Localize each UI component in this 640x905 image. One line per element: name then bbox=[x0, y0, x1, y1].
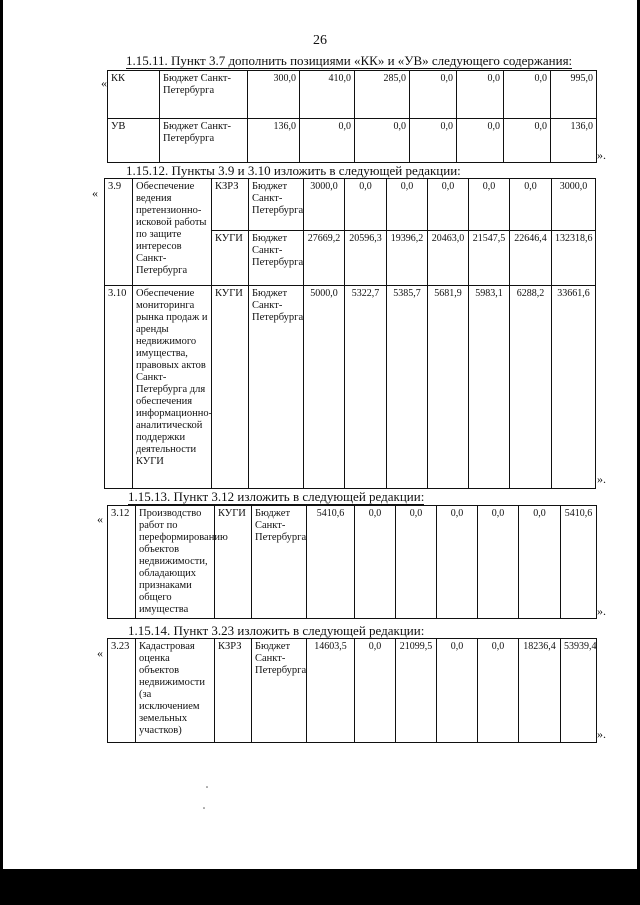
value-cell: 410,0 bbox=[300, 71, 355, 119]
open-quote: « bbox=[97, 646, 103, 660]
executor: КУГИ bbox=[212, 286, 249, 489]
item-number: 3.10 bbox=[105, 286, 133, 489]
funding-source: Бюджет Санкт-Петербурга bbox=[249, 286, 304, 489]
value-cell: 22646,4 bbox=[510, 231, 552, 286]
section-heading-1-15-14: 1.15.14. Пункт 3.23 изложить в следующей редакции: bbox=[128, 623, 425, 638]
close-quote: ». bbox=[597, 604, 606, 618]
value-total: 5410,6 bbox=[561, 506, 597, 619]
value-total: 33661,6 bbox=[552, 286, 596, 489]
value-cell: 6288,2 bbox=[510, 286, 552, 489]
value-cell: 0,0 bbox=[396, 506, 437, 619]
section-heading-1-15-11: 1.15.11. Пункт 3.7 дополнить позициями «КК» и «УВ» следующего содержания: bbox=[126, 53, 573, 68]
value-cell: 5322,7 bbox=[345, 286, 387, 489]
value-total: 132318,6 bbox=[552, 231, 596, 286]
scan-speck bbox=[203, 807, 205, 809]
item-number: 3.23 bbox=[108, 639, 136, 743]
open-quote: « bbox=[97, 512, 103, 526]
item-name: Производство работ по переформированию объектов недвижимости, обладающих признаками общего имущества bbox=[136, 506, 215, 619]
executor: КЗРЗ bbox=[215, 639, 252, 743]
section-heading-1-15-13: 1.15.13. Пункт 3.12 изложить в следующей редакции: bbox=[128, 489, 425, 504]
value-cell: 21099,5 bbox=[396, 639, 437, 743]
funding-source: Бюджет Санкт-Петербурга bbox=[160, 119, 248, 163]
value-cell: 5385,7 bbox=[387, 286, 428, 489]
value-cell: 0,0 bbox=[355, 639, 396, 743]
value-cell: 0,0 bbox=[457, 71, 504, 119]
item-number: 3.12 bbox=[108, 506, 136, 619]
value-cell: 0,0 bbox=[355, 119, 410, 163]
funding-source: Бюджет Санкт-Петербурга bbox=[160, 71, 248, 119]
executor: КУГИ bbox=[212, 231, 249, 286]
value-cell: 300,0 bbox=[248, 71, 300, 119]
value-total: 53939,4 bbox=[561, 639, 597, 743]
value-cell: 0,0 bbox=[504, 71, 551, 119]
value-cell: 0,0 bbox=[437, 506, 478, 619]
executor: КУГИ bbox=[215, 506, 252, 619]
close-quote: ». bbox=[597, 148, 606, 162]
value-cell: 0,0 bbox=[410, 71, 457, 119]
row-code: УВ bbox=[108, 119, 160, 163]
value-total: 136,0 bbox=[551, 119, 597, 163]
value-cell: 136,0 bbox=[248, 119, 300, 163]
value-cell: 5681,9 bbox=[428, 286, 469, 489]
funding-source: Бюджет Санкт-Петербурга bbox=[249, 179, 304, 231]
page-number: 26 bbox=[313, 33, 327, 48]
value-cell: 21547,5 bbox=[469, 231, 510, 286]
value-cell: 14603,5 bbox=[307, 639, 355, 743]
open-quote: « bbox=[92, 186, 98, 200]
close-quote: ». bbox=[597, 472, 606, 486]
value-cell: 0,0 bbox=[428, 179, 469, 231]
value-cell: 5410,6 bbox=[307, 506, 355, 619]
value-cell: 0,0 bbox=[478, 639, 519, 743]
item-number: 3.9 bbox=[105, 179, 133, 286]
executor: КЗРЗ bbox=[212, 179, 249, 231]
value-cell: 0,0 bbox=[519, 506, 561, 619]
value-cell: 285,0 bbox=[355, 71, 410, 119]
value-cell: 0,0 bbox=[510, 179, 552, 231]
value-cell: 0,0 bbox=[437, 639, 478, 743]
value-cell: 0,0 bbox=[387, 179, 428, 231]
funding-source: Бюджет Санкт-Петербурга bbox=[249, 231, 304, 286]
value-cell: 0,0 bbox=[469, 179, 510, 231]
item-name: Обеспечение мониторинга рынка продаж и аренды недвижимого имущества, правовых актов Санкт-Петербурга для обеспечения информационно-аналитической поддержки деятельности КУГИ bbox=[133, 286, 212, 489]
value-cell: 20463,0 bbox=[428, 231, 469, 286]
value-cell: 18236,4 bbox=[519, 639, 561, 743]
close-quote: ». bbox=[597, 727, 606, 741]
scan-speck bbox=[206, 786, 208, 788]
value-cell: 0,0 bbox=[478, 506, 519, 619]
funding-source: Бюджет Санкт-Петербурга bbox=[252, 639, 307, 743]
value-cell: 0,0 bbox=[345, 179, 387, 231]
value-cell: 0,0 bbox=[504, 119, 551, 163]
value-cell: 20596,3 bbox=[345, 231, 387, 286]
value-cell: 0,0 bbox=[410, 119, 457, 163]
value-cell: 0,0 bbox=[457, 119, 504, 163]
value-cell: 0,0 bbox=[300, 119, 355, 163]
value-cell: 3000,0 bbox=[304, 179, 345, 231]
value-cell: 19396,2 bbox=[387, 231, 428, 286]
value-cell: 27669,2 bbox=[304, 231, 345, 286]
value-cell: 5983,1 bbox=[469, 286, 510, 489]
row-code: КК bbox=[108, 71, 160, 119]
funding-source: Бюджет Санкт-Петербурга bbox=[252, 506, 307, 619]
item-name: Обеспечение ведения претензионно-исковой работы по защите интересов Санкт-Петербурга bbox=[133, 179, 212, 286]
value-total: 995,0 bbox=[551, 71, 597, 119]
item-name: Кадастровая оценка объектов недвижимости (за исключением земельных участков) bbox=[136, 639, 215, 743]
value-cell: 5000,0 bbox=[304, 286, 345, 489]
value-cell: 0,0 bbox=[355, 506, 396, 619]
open-quote: « bbox=[101, 76, 107, 90]
value-total: 3000,0 bbox=[552, 179, 596, 231]
section-heading-1-15-12: 1.15.12. Пункты 3.9 и 3.10 изложить в следующей редакции: bbox=[126, 163, 461, 178]
